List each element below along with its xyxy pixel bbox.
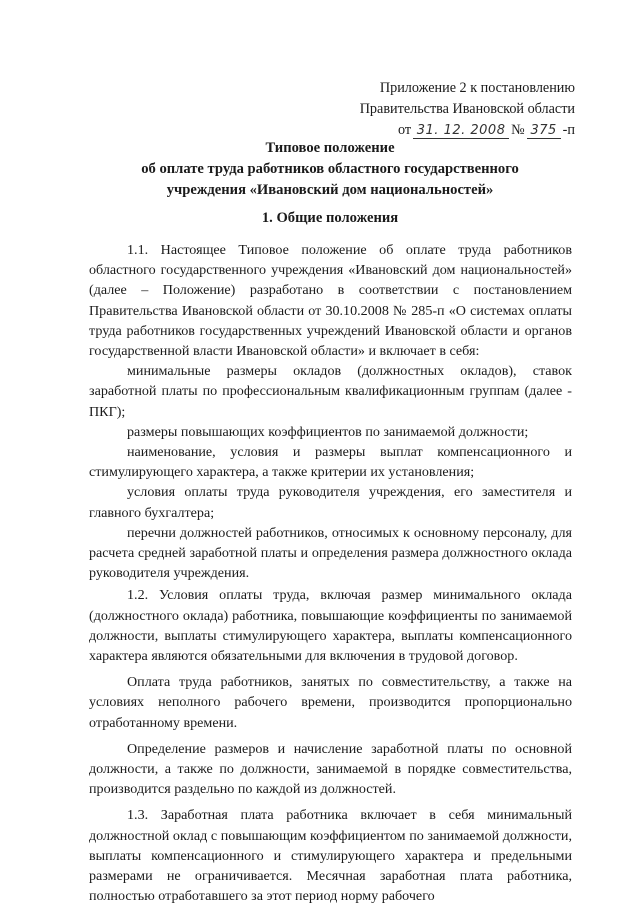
number-prefix: № [511,122,525,138]
paragraph-part-time: Оплата труда работников, занятых по совместительству, а также на условиях неполного рабочего времени, производится пропорционально отработанному времени. [89,674,572,731]
list-item-payments: наименование, условия и размеры выплат компенсационного и стимулирующего характера, а также критерии их установления; [89,444,572,481]
document-title [90,138,570,201]
title-line-1: Типовое положение [265,140,395,156]
appendix-line-2: Правительства Ивановской области [359,101,575,117]
list-item-staff-lists: перечни должностей работников, относимых к основному персоналу, для расчета средней заработной платы и определения размера должностного оклада руководителя учреждения. [89,524,572,582]
date-prefix: от [398,122,412,138]
document-body [89,240,572,907]
paragraph-separate-calc: Определение размеров и начисление заработной платы по основной должности, а также по должности, занимаемой в порядке совместительства, производится раздельно по каждой из должностей. [89,740,572,798]
handwritten-number: 375 [527,123,561,139]
section-heading: 1. Общие положения [261,210,399,226]
list-item-coefficients: размеры повышающих коэффициентов по занимаемой должности; [127,423,529,440]
list-item-salaries: минимальные размеры окладов (должностных окладов), ставок заработной платы по профессиональным квалификационным группам (далее - ПКГ); [89,363,572,420]
paragraph-1-3: 1.3. Заработная плата работника включает в себя минимальный должностной оклад с повышающим коэффициентом по занимаемой должности, выплаты компенсационного и стимулирующего характера и предельными размерами не ограничивается. Месячная заработная плата работника, полностью отработавшего за этот период норму рабочего [89,807,572,905]
title-line-2: об оплате труда работников областного государственного [141,161,519,177]
list-item-director-pay: условия оплаты труда руководителя учреждения, его заместителя и главного бухгалтера; [89,484,572,521]
paragraph-1-2: 1.2. Условия оплаты труда, включая размер минимального оклада (должностного оклада) работника, повышающие коэффициенты по занимаемой должности, выплаты стимулирующего характера, выплаты компенсационного характера являются обязательными для включения в трудовой договор. [89,587,572,665]
appendix-line-1: Приложение 2 к постановлению [379,80,575,96]
appendix-header [330,78,575,141]
paragraph-1-1: 1.1. Настоящее Типовое положение об оплате труда работников областного государственного учреждения «Ивановский дом национальностей» (далее – Положение) разработано в соответствии с постановлением Правительства Ивановской области от 30.10.2008 № 285-п «О системах оплаты труда работников государственных учреждений Ивановской области и органов государственной власти Ивановской области» и включает в себя: [89,242,572,360]
title-line-3: учреждения «Ивановский дом национальностей» [166,182,494,198]
number-suffix: -п [562,122,575,138]
handwritten-date: 31. 12. 2008 [413,123,509,139]
